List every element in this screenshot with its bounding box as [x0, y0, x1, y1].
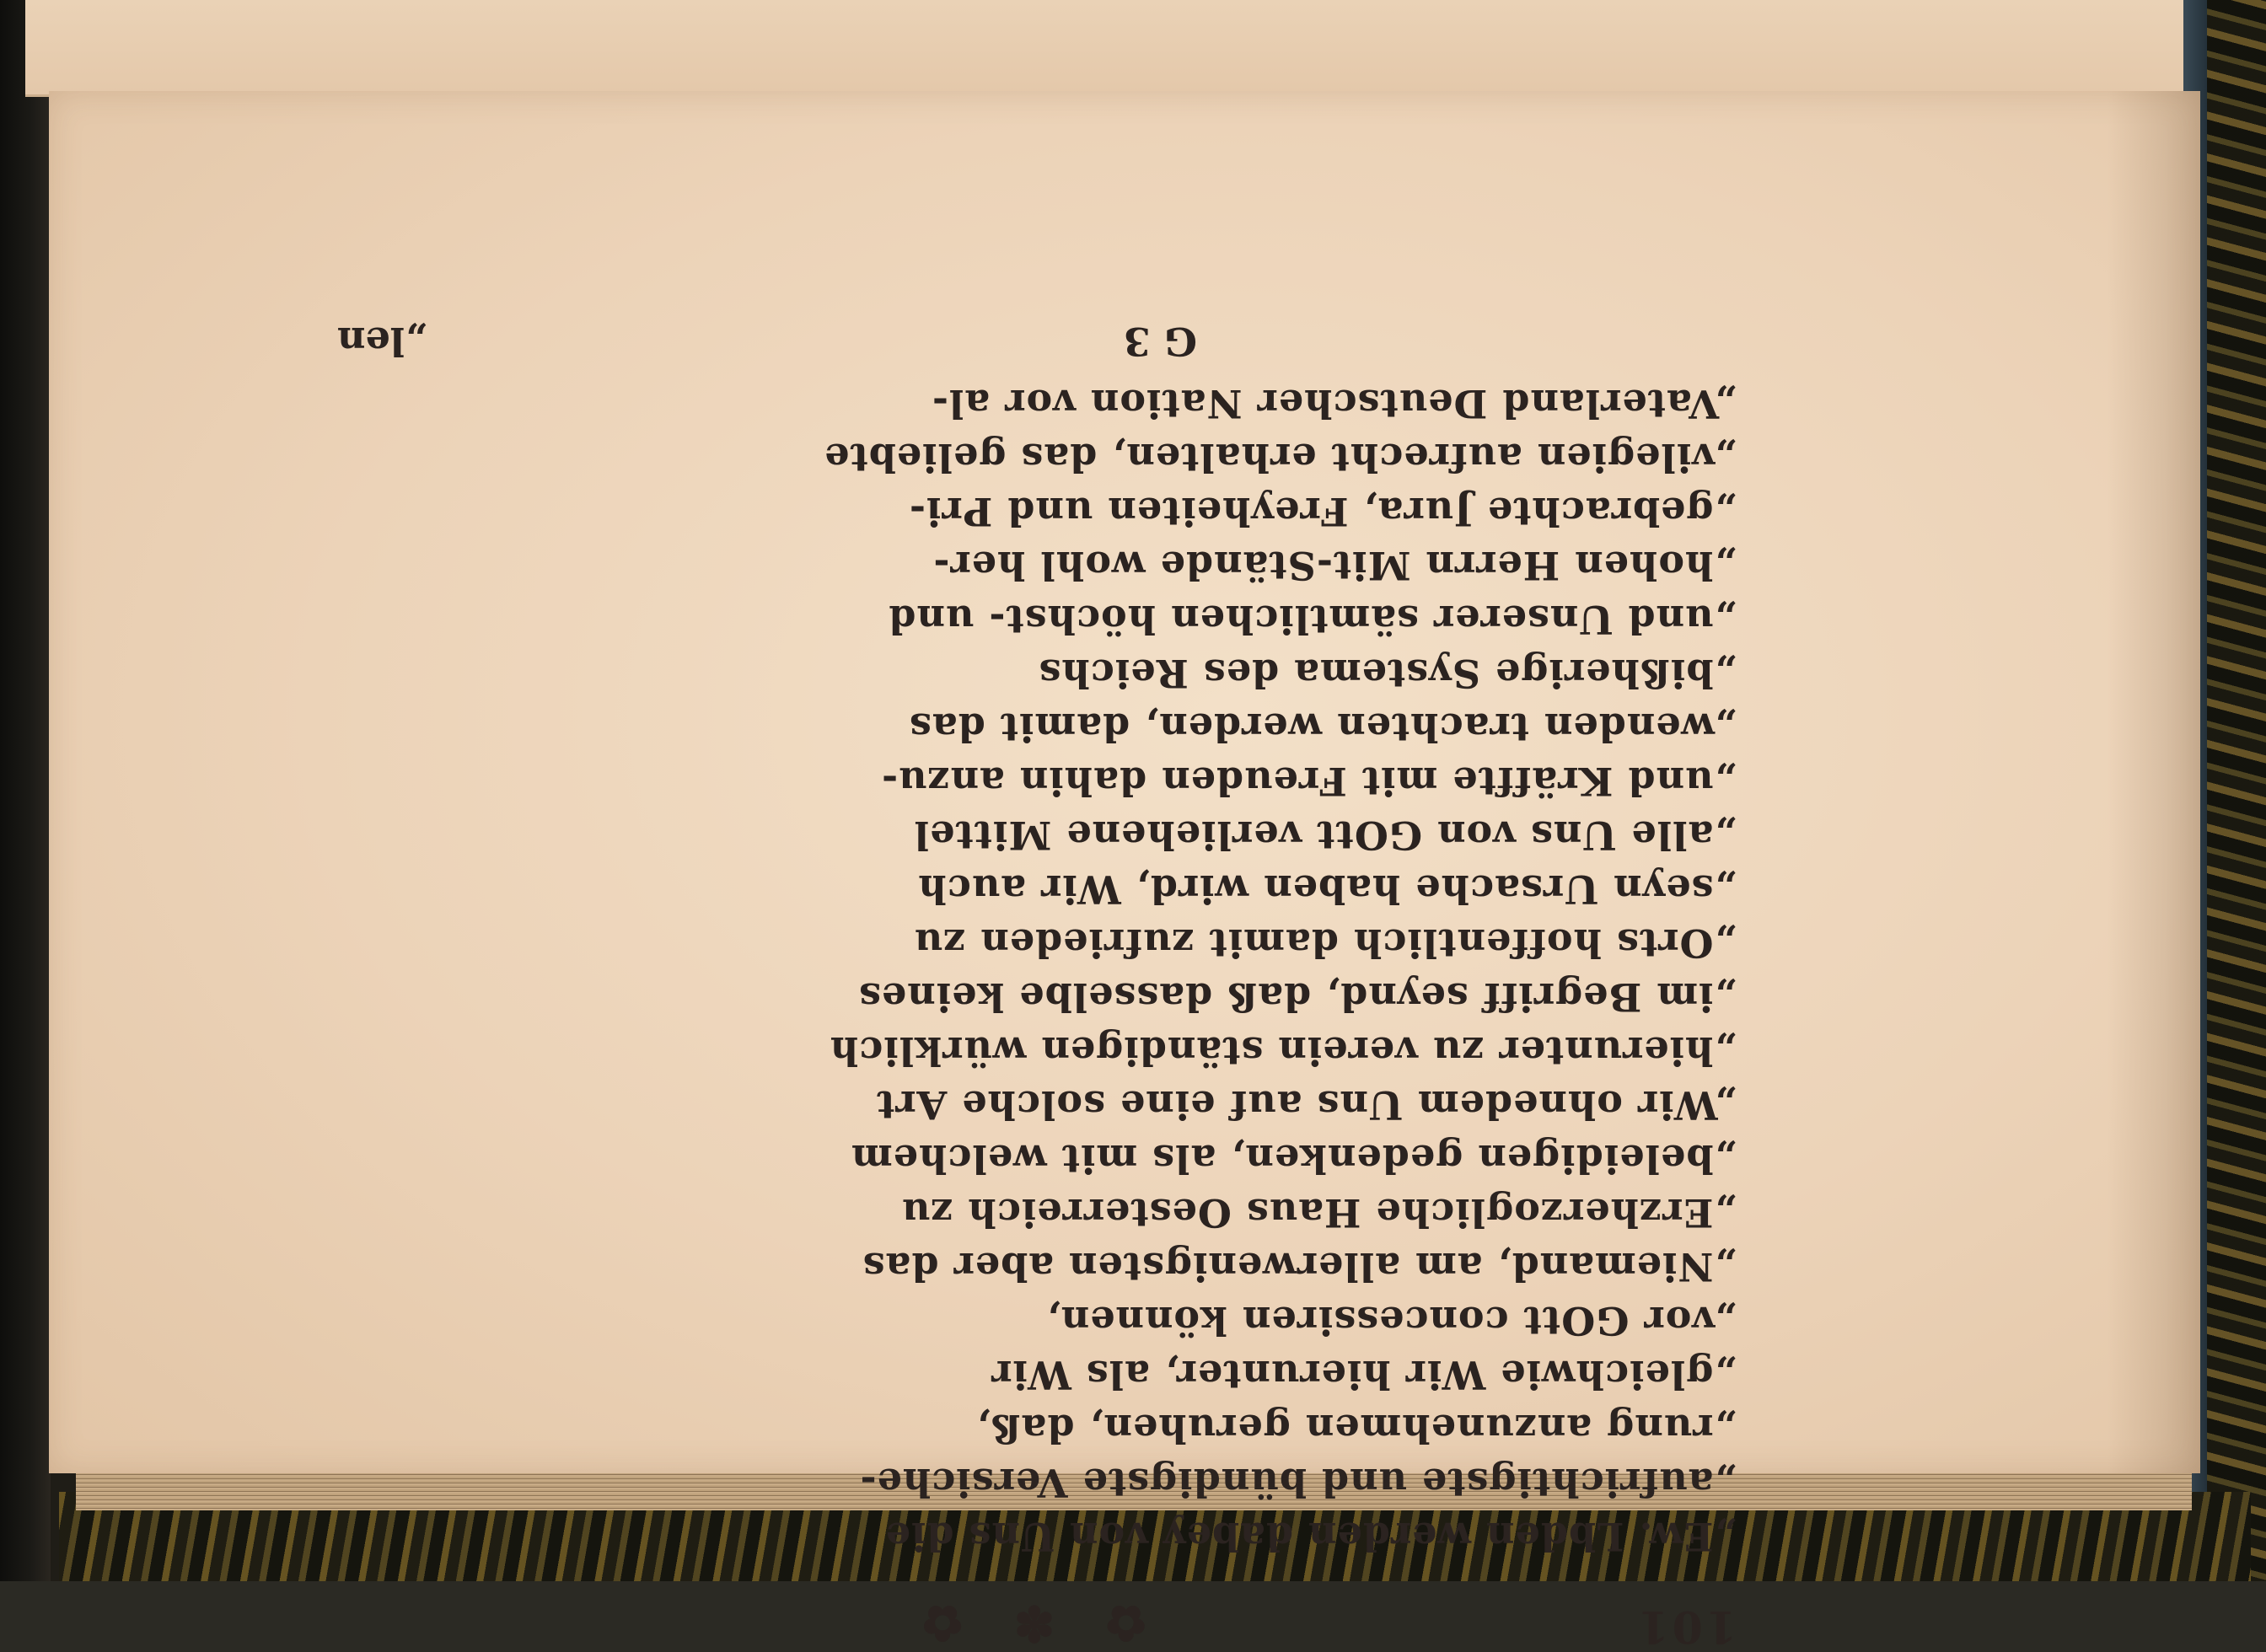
header-ornament: ✿ ✽ ✿ — [905, 1595, 1146, 1652]
text-line: „Ew. Lbden werden dabey von Uns die — [884, 1514, 1737, 1559]
text-line: „gebrachte Jura, Freyheiten und Pri- — [908, 489, 1737, 534]
facing-page-edge — [25, 0, 2200, 97]
text-line: „hohen Herrn Mit-Stände wohl her- — [932, 543, 1737, 588]
page-number: 101 — [1635, 1601, 1737, 1652]
text-line: „rung anzunehmen geruhen, daß, — [975, 1406, 1737, 1451]
text-line: „gleichwie Wir hierunter, als Wir — [991, 1352, 1737, 1397]
text-line: „hierunter zu verein ständigen würklich — [829, 1028, 1737, 1074]
text-line: „Erzherzogliche Haus Oesterreich zu — [900, 1190, 1737, 1236]
text-line: „alle Uns von GOtt verliehene Mittel — [913, 813, 1737, 858]
signature-mark: G 3 — [1123, 319, 1197, 364]
text-line: „seyn Ursache haben wird, Wir auch — [917, 866, 1737, 912]
text-line: „und Unserer sämtlichen höchst- und — [888, 597, 1737, 642]
text-line: „Vaterland Deutscher Nation vor al- — [931, 381, 1737, 426]
text-line: „aufrichtigste und bündigste Versiche- — [859, 1460, 1737, 1505]
text-line: „beleidigen gedenken, als mit welchem — [851, 1136, 1737, 1182]
text-line: „Niemand, am allerwenigsten aber das — [862, 1244, 1737, 1290]
text-line: „Orts hoffentlich damit zufrieden zu — [913, 920, 1737, 966]
text-line: „Wir ohnedem Uns auf eine solche Art — [876, 1082, 1737, 1128]
text-line: „wenden trachten werden, damit das — [909, 705, 1737, 750]
text-line: „und Kräffte mit Freuden dahin anzu- — [880, 759, 1737, 804]
scan-background — [0, 0, 51, 1581]
text-line: „vor GOtt concessiren können, — [1045, 1298, 1737, 1344]
text-line: „im Begriff seynd, daß dasselbe keines — [858, 974, 1737, 1020]
gutter-shadow — [2108, 91, 2200, 1473]
text-line: „vilegien aufrecht erhalten, das geliebte — [824, 435, 1737, 480]
catchword: „len — [337, 319, 427, 364]
text-line: „bißherige Systema des Reichs — [1038, 651, 1737, 696]
page-text-block — [337, 295, 1737, 1652]
